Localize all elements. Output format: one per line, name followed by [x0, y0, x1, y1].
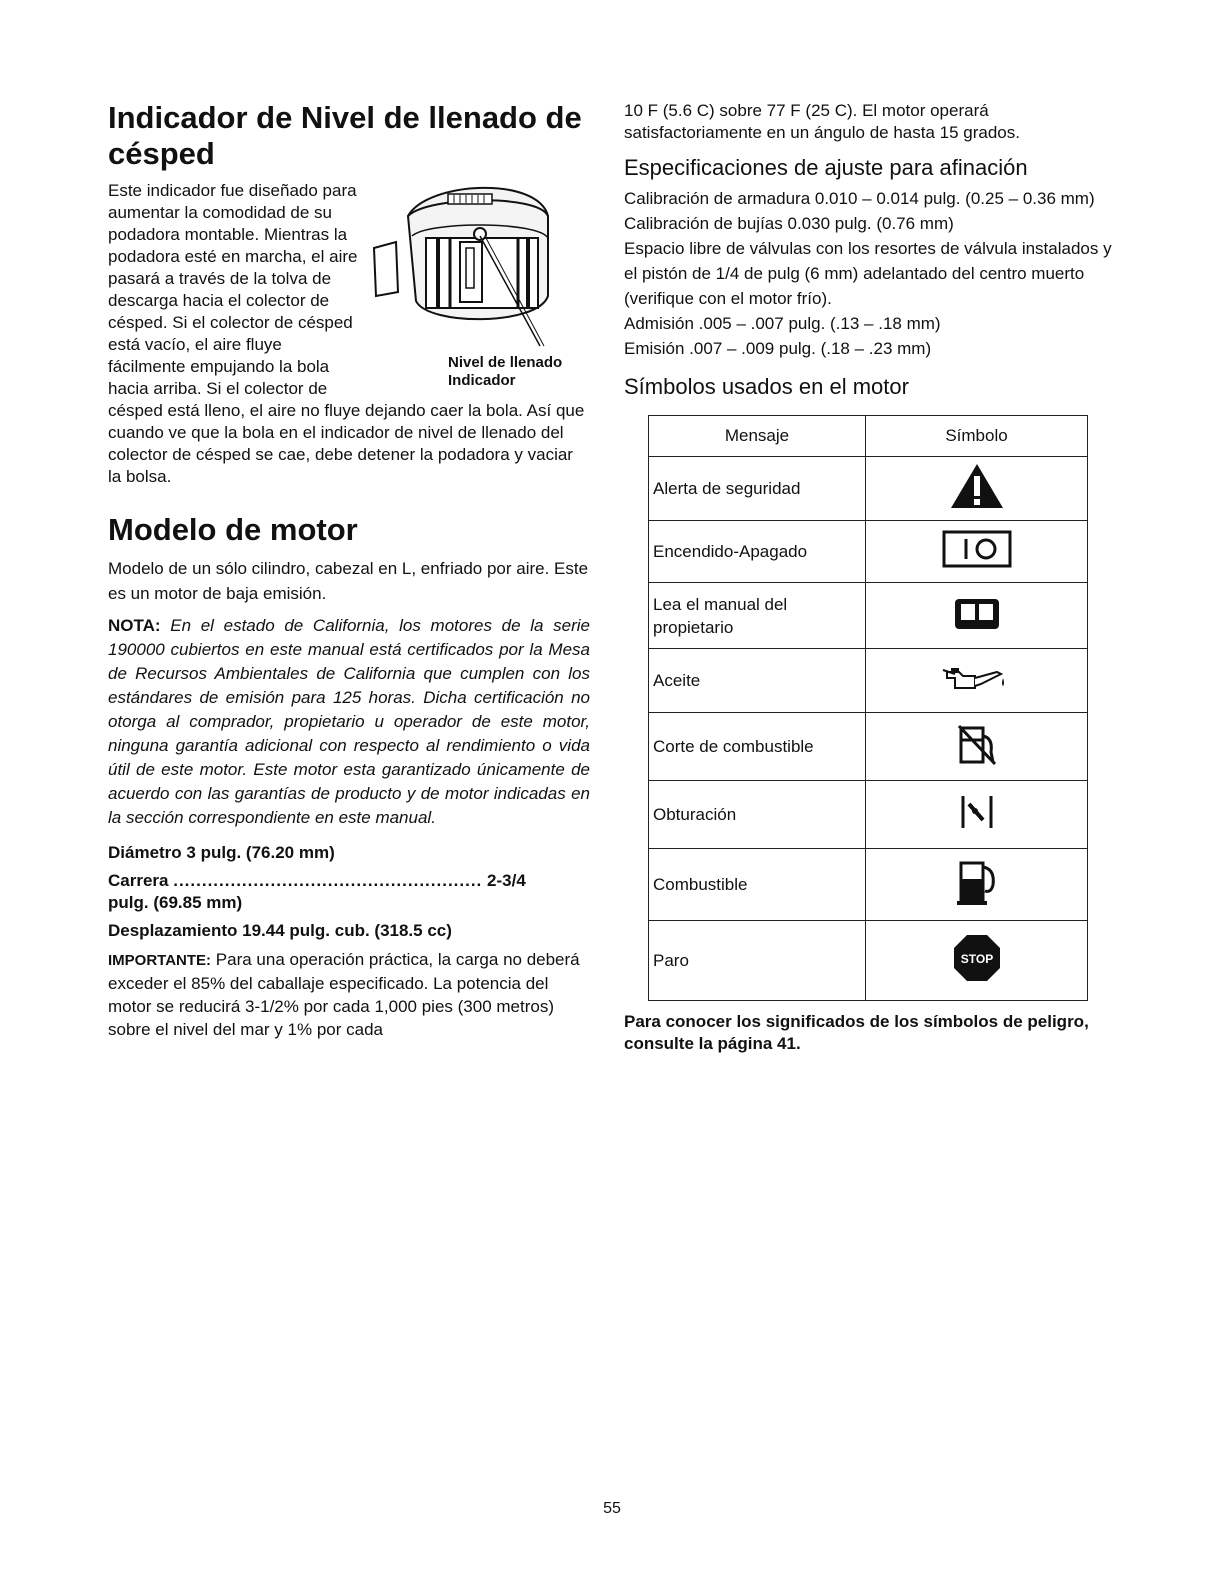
- tuneup-line: Calibración de bujías 0.030 pulg. (0.76 mm): [624, 214, 954, 233]
- symbol-message: Aceite: [649, 649, 866, 713]
- tuneup-line: Calibración de armadura 0.010 – 0.014 pulg. (0.25 – 0.36 mm): [624, 189, 1095, 208]
- spec-bore: Diámetro 3 pulg. (76.20 mm): [108, 843, 335, 862]
- symbol-message: Lea el manual del propietario: [649, 583, 866, 649]
- symbols-title: Símbolos usados en el motor: [624, 374, 909, 399]
- page-number: 55: [603, 1500, 621, 1517]
- section-title-fill-indicator: Indicador de Nivel de llenado de césped: [108, 100, 582, 171]
- tuneup-line: Emisión .007 – .009 pulg. (.18 – .23 mm): [624, 339, 932, 358]
- symbol-message: Encendido-Apagado: [649, 521, 866, 583]
- fill-indicator-caption: Nivel de llenado Indicador: [448, 354, 563, 389]
- choke-icon: [957, 792, 997, 832]
- symbol-message: Obturación: [649, 781, 866, 849]
- table-row: [649, 583, 1088, 649]
- safety-alert-icon: [949, 462, 1005, 510]
- fill-indicator-figure: [368, 176, 596, 396]
- table-row: [649, 457, 1088, 521]
- header-symbol: Símbolo: [866, 416, 1088, 457]
- continuation-text: 10 F (5.6 C) sobre 77 F (25 C). El motor operará satisfactoriamente en un ángulo de hasta 15 grados.: [624, 101, 1020, 142]
- fuel-pump-icon: [955, 857, 999, 907]
- tuneup-line: Admisión .005 – .007 pulg. (.13 – .18 mm): [624, 314, 941, 333]
- header-message: Mensaje: [649, 416, 866, 457]
- spec-stroke-value: 2-3/4: [487, 871, 526, 890]
- table-header-row: [649, 416, 1088, 457]
- grass-catcher-illustration-icon: [368, 176, 596, 351]
- stop-sign-text: STOP: [960, 952, 993, 966]
- table-row: [649, 921, 1088, 1001]
- hazard-symbols-note: Para conocer los significados de los símbolos de peligro, consulte la página 41.: [624, 1012, 1089, 1053]
- nota-label: NOTA:: [108, 616, 161, 635]
- on-off-icon: [942, 530, 1012, 568]
- section-title-engine-model: Modelo de motor: [108, 512, 358, 547]
- stop-icon: [952, 933, 1002, 983]
- spec-stroke: [108, 870, 590, 914]
- tuneup-line: Espacio libre de válvulas con los resortes de válvula instalados y el pistón de 1/4 de pulg (6 mm) adelantado del centro muerto (verifique con el motor frío).: [624, 239, 1112, 308]
- important-label: IMPORTANTE:: [108, 952, 212, 969]
- important-paragraph: [108, 948, 590, 1041]
- tuneup-list: [624, 186, 1114, 361]
- manual-book-icon: [953, 595, 1001, 631]
- table-row: [649, 849, 1088, 921]
- symbol-message: Combustible: [649, 849, 866, 921]
- table-row: [649, 713, 1088, 781]
- symbols-table: [648, 415, 1088, 1001]
- spec-stroke-label: Carrera: [108, 871, 169, 890]
- symbol-message: Alerta de seguridad: [649, 457, 866, 521]
- fill-indicator-section: [108, 180, 590, 488]
- left-column: [108, 100, 590, 1041]
- right-column: [624, 100, 1114, 1055]
- engine-model-description: Modelo de un sólo cilindro, cabezal en L, enfriado por aire. Este es un motor de baja emisión.: [108, 559, 589, 603]
- spec-stroke-value-metric: pulg. (69.85 mm): [108, 893, 243, 912]
- symbol-message: Corte de combustible: [649, 713, 866, 781]
- fill-indicator-description: Este indicador fue diseñado para aumentar la comodidad de su podadora montable. Mientras la podadora esté en marcha, el aire pasará a través de la tolva de descarga hacia el colector de césped. Si el colector de césped está vacío, el aire fluye fácilmente empujando la bola hacia arriba. Si el colector de césped está lleno, el aire no fluye dejando caer la bola. Así que cuando ve que la bola en el indicador de nivel de llenado del colector de césped se cae, debe detener la podadora y vaciar la bolsa.: [108, 181, 585, 486]
- tuneup-title: Especificaciones de ajuste para afinación: [624, 155, 1028, 180]
- table-row: [649, 781, 1088, 849]
- nota-paragraph: [108, 614, 590, 830]
- important-text: Para una operación práctica, la carga no deberá exceder el 85% del caballaje especificado. La potencia del motor se reducirá 3-1/2% por cada 1,000 pies (300 metros) sobre el nivel del mar y 1% por cada: [108, 950, 580, 1039]
- spec-displacement: Desplazamiento 19.44 pulg. cub. (318.5 cc): [108, 921, 452, 940]
- spec-stroke-leader: ......................................................: [173, 871, 483, 890]
- table-row: [649, 649, 1088, 713]
- symbol-message: Paro: [649, 921, 866, 1001]
- oil-can-icon: [941, 660, 1013, 696]
- fuel-shutoff-icon: [955, 722, 999, 766]
- nota-text: En el estado de California, los motores de la serie 190000 cubiertos en este manual está certificados por la Mesa de Recursos Ambientales de California que cumplen con los estándares de emisión para 125 horas. Dicha certificación no otorga al comprador, propietario u operador de este motor, ninguna garantía adicional con respecto al rendimiento o vida útil de este motor. Este motor esta garantizado únicamente de acuerdo con las garantías de producto y de motor indicadas en la sección correspondiente en este manual.: [108, 616, 590, 827]
- table-row: [649, 521, 1088, 583]
